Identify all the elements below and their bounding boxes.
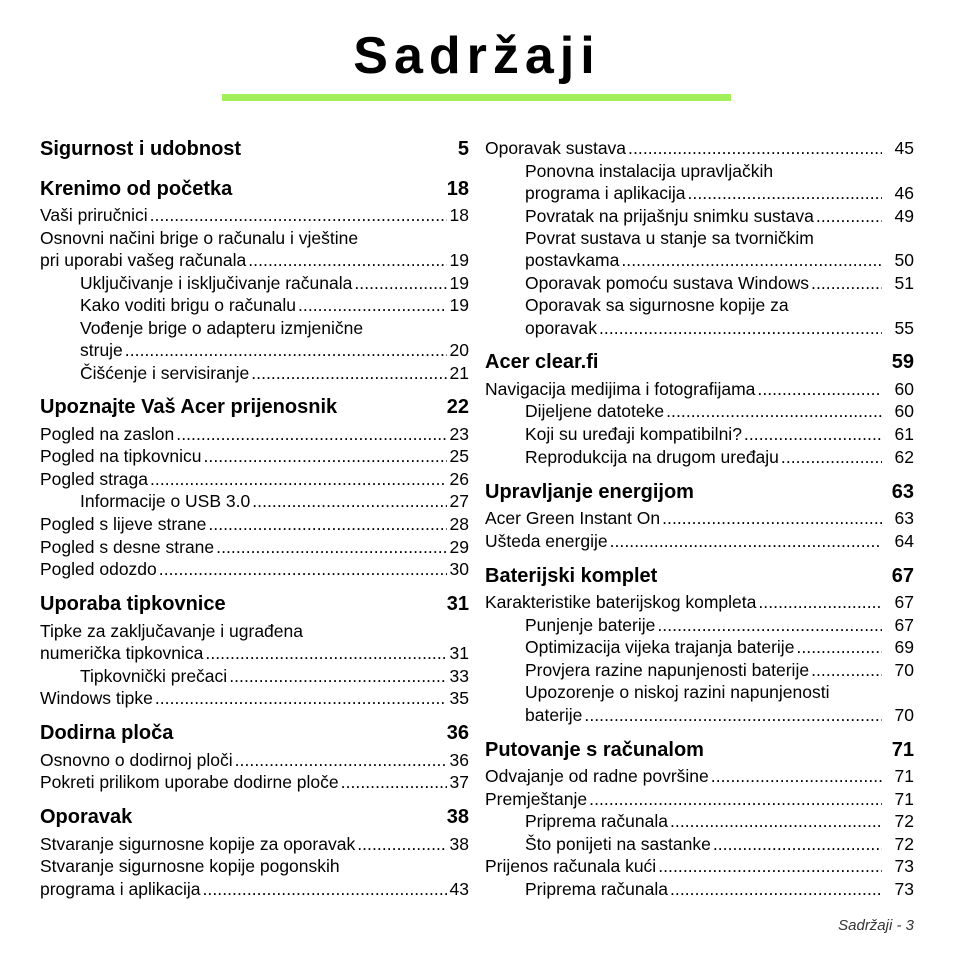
toc-entry[interactable] [40, 468, 469, 490]
toc-entry-title: Tipkovnički prečaci [80, 666, 228, 686]
toc-page-number: 71 [894, 766, 914, 786]
toc-entry-title: Čišćenje i servisiranje [80, 363, 250, 383]
toc-entry[interactable] [40, 833, 469, 855]
toc-entry-title: programa i aplikacija [40, 879, 201, 899]
toc-page-number: 63 [894, 508, 914, 528]
toc-entry[interactable] [525, 833, 914, 855]
toc-page-number: 23 [449, 424, 469, 444]
toc-entry-line[interactable] [80, 317, 469, 339]
toc-entry[interactable] [80, 665, 469, 687]
toc-page-number: 55 [894, 318, 914, 338]
toc-entry-title: Acer Green Instant On [485, 508, 661, 528]
toc-entry[interactable] [40, 771, 469, 793]
toc-section-heading[interactable] [485, 350, 914, 374]
toc-entry[interactable] [525, 272, 914, 294]
toc-entry-title: Oporavak sustava [485, 138, 627, 158]
toc-page-number: 70 [894, 705, 914, 725]
toc-entry-title: Povratak na prijašnju snimku sustava [525, 206, 814, 226]
toc-entry-title: Krenimo od početka [40, 178, 233, 200]
dot-leader [159, 558, 447, 580]
toc-entry-title: Vaši priručnici [40, 205, 148, 225]
toc-entry[interactable] [80, 490, 469, 512]
toc-entry[interactable] [525, 317, 914, 339]
toc-entry[interactable] [525, 182, 914, 204]
toc-entry-title: baterije [525, 705, 583, 725]
dot-leader [176, 423, 447, 445]
toc-section-heading[interactable] [485, 738, 914, 762]
toc-entry[interactable] [40, 687, 469, 709]
dot-leader [204, 445, 448, 467]
toc-entry-title: Pogled na zaslon [40, 424, 175, 444]
page-footer [838, 917, 914, 934]
toc-entry-title: Upoznajte Vaš Acer prijenosnik [40, 396, 338, 418]
toc-entry[interactable] [80, 294, 469, 316]
toc-entry[interactable] [485, 507, 914, 529]
dot-leader [670, 878, 882, 900]
toc-entry[interactable] [525, 659, 914, 681]
toc-page-number: 51 [894, 273, 914, 293]
dot-leader [781, 446, 882, 468]
page-title: Sadržaji [353, 27, 601, 85]
toc-page-number: 72 [894, 834, 914, 854]
toc-page-number: 62 [894, 447, 914, 467]
footer-label: Sadržaji - [838, 917, 902, 934]
toc-entry-title: Baterijski komplet [485, 565, 658, 587]
toc-entry-title: Stvaranje sigurnosne kopije za oporavak [40, 834, 356, 854]
toc-entry-title: Provjera razine napunjenosti baterije [525, 660, 810, 680]
dot-leader [599, 317, 882, 339]
dot-leader [610, 530, 882, 552]
toc-page-number: 35 [449, 688, 469, 708]
toc-page-number: 22 [446, 396, 469, 418]
dot-leader [354, 272, 447, 294]
toc-entry-title: Uključivanje i isključivanje računala [80, 273, 353, 293]
toc-entry[interactable] [80, 272, 469, 294]
dot-leader [816, 205, 882, 227]
toc-entry[interactable] [525, 636, 914, 658]
toc-entry-line[interactable] [40, 227, 469, 249]
toc-entry[interactable] [40, 445, 469, 467]
toc-page-number: 60 [894, 401, 914, 421]
toc-entry[interactable] [485, 591, 914, 613]
toc-entry[interactable] [525, 446, 914, 468]
toc-page-number: 19 [449, 273, 469, 293]
toc-page-number: 29 [449, 537, 469, 557]
toc-page-number: 20 [449, 340, 469, 360]
toc-entry-title: Sigurnost i udobnost [40, 138, 242, 160]
toc-entry-line[interactable] [40, 620, 469, 642]
toc-section-heading[interactable] [40, 805, 469, 829]
toc-page-number: 31 [449, 643, 469, 663]
toc-entry[interactable] [525, 878, 914, 900]
toc-entry[interactable] [525, 249, 914, 271]
toc-entry-title: Tipke za zaključavanje i ugrađena [40, 621, 303, 641]
toc-entry-title: Ušteda energije [485, 531, 608, 551]
toc-entry[interactable] [525, 423, 914, 445]
toc-entry[interactable] [40, 749, 469, 771]
toc-entry[interactable] [40, 558, 469, 580]
dot-leader [155, 687, 447, 709]
dot-leader [628, 137, 882, 159]
toc-page-number: 71 [891, 739, 914, 761]
toc-entry-title: Navigacija medijima i fotografijama [485, 379, 756, 399]
toc-entry[interactable] [40, 513, 469, 535]
toc-page-number: 67 [894, 592, 914, 612]
dot-leader [711, 765, 882, 787]
toc-entry-title: Karakteristike baterijskog kompleta [485, 592, 757, 612]
toc-page-number: 45 [894, 138, 914, 158]
dot-leader [657, 614, 882, 636]
toc-page-number: 73 [894, 856, 914, 876]
toc-entry-title: Priprema računala [525, 811, 668, 831]
toc-page-number: 18 [449, 205, 469, 225]
toc-entry-title: Windows tipke [40, 688, 153, 708]
toc-entry-title: Što ponijeti na sastanke [525, 834, 711, 854]
dot-leader [205, 642, 447, 664]
toc-entry[interactable] [485, 530, 914, 552]
toc-page-number: 31 [446, 593, 469, 615]
dot-leader [589, 788, 882, 810]
toc-entry-line[interactable] [525, 294, 914, 316]
toc-page-number: 43 [449, 879, 469, 899]
toc-section-heading[interactable] [40, 177, 469, 201]
toc-entry-title: Pogled s lijeve strane [40, 514, 207, 534]
toc-entry-title: pri uporabi vašeg računala [40, 250, 247, 270]
toc-entry[interactable] [485, 765, 914, 787]
toc-entry-title: Acer clear.fi [485, 351, 599, 373]
dot-leader [621, 249, 882, 271]
toc-page-number: 18 [446, 178, 469, 200]
toc-page-number: 27 [449, 491, 469, 511]
dot-leader [341, 771, 447, 793]
dot-leader [757, 378, 882, 400]
dot-leader [216, 536, 447, 558]
toc-page-number: 60 [894, 379, 914, 399]
toc-entry[interactable] [80, 362, 469, 384]
toc-page-number: 5 [457, 138, 469, 160]
toc-entry-line[interactable] [40, 855, 469, 877]
toc-entry-title: Stvaranje sigurnosne kopije pogonskih [40, 856, 340, 876]
toc-entry-title: Upozorenje o niskoj razini napunjenosti [525, 682, 830, 702]
toc-entry[interactable] [40, 878, 469, 900]
toc-page-number: 59 [891, 351, 914, 373]
dot-leader [203, 878, 448, 900]
dot-leader [688, 182, 883, 204]
toc-entry-title: Punjenje baterije [525, 615, 656, 635]
dot-leader [744, 423, 882, 445]
toc-page-number: 72 [894, 811, 914, 831]
toc-page-number: 33 [449, 666, 469, 686]
toc-page-number: 50 [894, 250, 914, 270]
toc-entry-title: Pogled na tipkovnicu [40, 446, 202, 466]
toc-entry-title: Oporavak sa sigurnosne kopije za [525, 295, 789, 315]
toc-entry-title: Optimizacija vijeka trajanja baterije [525, 637, 795, 657]
toc-page-number: 70 [894, 660, 914, 680]
dot-leader [208, 513, 447, 535]
toc-entry[interactable] [485, 788, 914, 810]
toc-entry-title: Pokreti prilikom uporabe dodirne ploče [40, 772, 339, 792]
title-underline [222, 94, 731, 101]
toc-entry-title: Povrat sustava u stanje sa tvorničkim [525, 228, 814, 248]
toc-entry[interactable] [40, 642, 469, 664]
dot-leader [670, 810, 882, 832]
toc-entry-title: Ponovna instalacija upravljačkih [525, 161, 774, 181]
dot-leader [658, 855, 882, 877]
toc-entry-title: Informacije o USB 3.0 [80, 491, 251, 511]
dot-leader [298, 294, 447, 316]
dot-leader [357, 833, 447, 855]
toc-page-number: 38 [446, 806, 469, 828]
toc-page-number: 25 [449, 446, 469, 466]
toc-page-number: 30 [449, 559, 469, 579]
toc-entry-title: Oporavak pomoću sustava Windows [525, 273, 810, 293]
toc-entry[interactable] [485, 378, 914, 400]
toc-entry-title: Vođenje brige o adapteru izmjenične [80, 318, 364, 338]
toc-page-number: 46 [894, 183, 914, 203]
dot-leader [796, 636, 882, 658]
toc-entry-title: Odvajanje od radne površine [485, 766, 709, 786]
toc-section-heading[interactable] [485, 564, 914, 588]
toc-page-number: 73 [894, 879, 914, 899]
toc-section-heading[interactable] [40, 137, 469, 161]
toc-entry-title: Priprema računala [525, 879, 668, 899]
dot-leader [248, 249, 447, 271]
toc-page-number: 36 [446, 722, 469, 744]
toc-entry-title: programa i aplikacija [525, 183, 686, 203]
toc-entry-title: Pogled straga [40, 469, 148, 489]
toc-entry-title: numerička tipkovnica [40, 643, 204, 663]
toc-section-heading[interactable] [40, 592, 469, 616]
dot-leader [252, 490, 447, 512]
toc-entry[interactable] [40, 536, 469, 558]
toc-page-number: 28 [449, 514, 469, 534]
toc-entry[interactable] [485, 137, 914, 159]
dot-leader [584, 704, 882, 726]
toc-entry[interactable] [40, 204, 469, 226]
toc-entry[interactable] [485, 855, 914, 877]
toc-entry-title: postavkama [525, 250, 620, 270]
toc-page-number: 63 [891, 481, 914, 503]
dot-leader [758, 591, 882, 613]
toc-entry[interactable] [525, 704, 914, 726]
toc-entry-title: oporavak [525, 318, 597, 338]
toc-entry-title: Uporaba tipkovnice [40, 593, 226, 615]
dot-leader [811, 272, 882, 294]
toc-page-number: 64 [894, 531, 914, 551]
toc-page-number: 26 [449, 469, 469, 489]
toc-entry-title: Premještanje [485, 789, 588, 809]
toc-page-number: 71 [894, 789, 914, 809]
dot-leader [811, 659, 882, 681]
toc-entry-title: Koji su uređaji kompatibilni? [525, 424, 742, 444]
toc-entry[interactable] [525, 614, 914, 636]
toc-entry[interactable] [525, 810, 914, 832]
toc-page-number: 19 [449, 295, 469, 315]
dot-leader [251, 362, 447, 384]
toc-page-number: 49 [894, 206, 914, 226]
toc-page-number: 21 [449, 363, 469, 383]
toc-page-number: 69 [894, 637, 914, 657]
toc-section-heading[interactable] [485, 480, 914, 504]
dot-leader [235, 749, 447, 771]
toc-page-number: 36 [449, 750, 469, 770]
toc-page-number: 67 [891, 565, 914, 587]
toc-entry-title: Reprodukcija na drugom uređaju [525, 447, 779, 467]
toc-section-heading[interactable] [40, 395, 469, 419]
toc-page-number: 61 [894, 424, 914, 444]
toc-entry-title: struje [80, 340, 123, 360]
toc-entry[interactable] [40, 423, 469, 445]
toc-entry[interactable] [525, 205, 914, 227]
toc-section-heading[interactable] [40, 721, 469, 745]
toc-entry-title: Putovanje s računalom [485, 739, 704, 761]
dot-leader [150, 468, 447, 490]
toc-page-number: 37 [449, 772, 469, 792]
toc-entry-title: Oporavak [40, 806, 133, 828]
toc-entry-line[interactable] [525, 160, 914, 182]
toc-entry-title: Dodirna ploča [40, 722, 174, 744]
dot-leader [150, 204, 447, 226]
toc-entry-title: Upravljanje energijom [485, 481, 694, 503]
dot-leader [666, 400, 882, 422]
dot-leader [229, 665, 447, 687]
toc-entry-title: Osnovno o dodirnoj ploči [40, 750, 233, 770]
toc-entry-title: Pogled s desne strane [40, 537, 215, 557]
toc-entry-line[interactable] [525, 227, 914, 249]
toc-page-number: 19 [449, 250, 469, 270]
toc-entry-title: Kako voditi brigu o računalu [80, 295, 296, 315]
toc-entry-title: Dijeljene datoteke [525, 401, 665, 421]
toc-entry[interactable] [40, 249, 469, 271]
toc-page-number: 67 [894, 615, 914, 635]
toc-entry[interactable] [80, 339, 469, 361]
dot-leader [125, 339, 447, 361]
toc-entry[interactable] [525, 400, 914, 422]
footer-page-number: 3 [905, 917, 914, 934]
dot-leader [713, 833, 882, 855]
dot-leader [662, 507, 882, 529]
toc-entry-title: Prijenos računala kući [485, 856, 657, 876]
toc-page-number: 38 [449, 834, 469, 854]
toc-entry-title: Pogled odozdo [40, 559, 157, 579]
toc-entry-title: Osnovni načini brige o računalu i vještine [40, 228, 359, 248]
toc-entry-line[interactable] [525, 681, 914, 703]
